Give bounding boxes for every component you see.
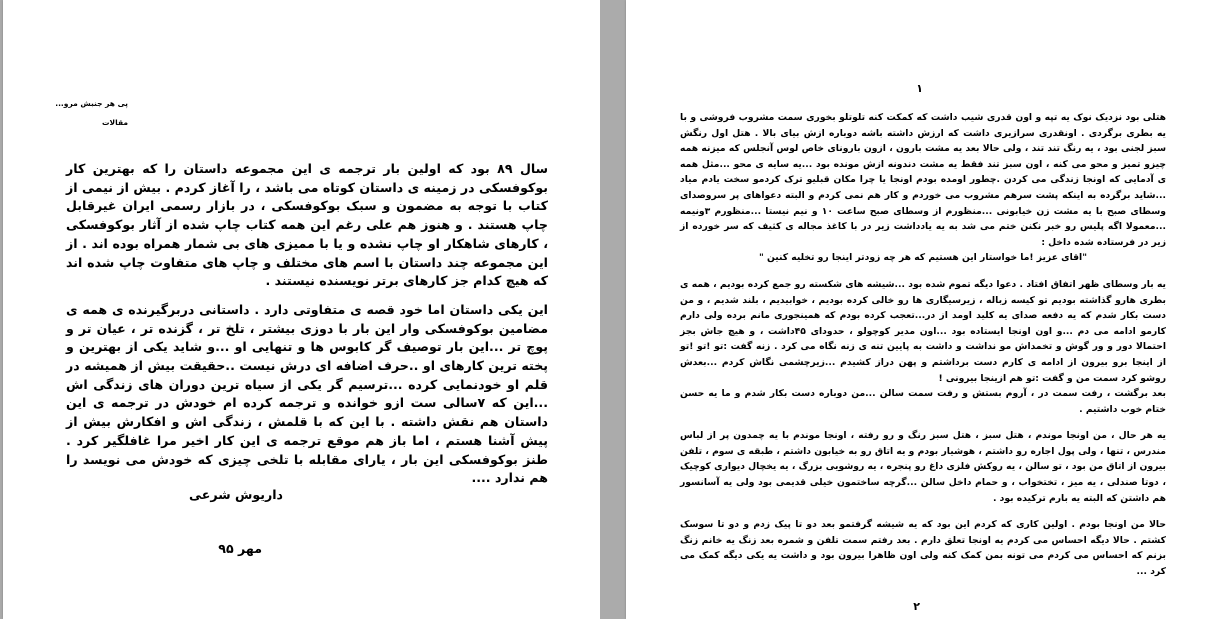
intro-paragraph: این یکی داستان اما خود قصه ی متفاوتی دارد . داستانی دربرگیرنده ی همه ی مضامین بوکوفسکی وار این بار با دوزی بیشتر ، تلخ تر ، گزنده تر ، عیان تر و پوچ تر ...این بار توصیف گر کابوس ها و تنهایی او ...و شاید یکی از بهترین و پخته ترین کارهای او ..حرف اضافه ای درش نیست ..حقیقت بیش از همیشه در قلم او خودنمایی کرده ...ترسیم گر یکی از سیاه ترین دوران های زندگی اش ...این که ۷سالی ست ازو خوانده و ترجمه کرده ام خودش در ترجمه ی این داستان هم نقش داشته . با این که با قلمش ، زندگی اش و افکارش بیش از پیش آشنا هستم ، اما باز هم موقع ترجمه ی این کار اخیر مرا غافلگیر کرد . طنز بوکوفسکی این بار ، یارای مقابله با تلخی چیزی که خودش می نویسد را هم ندارد .... bbox=[66, 301, 548, 486]
story-paragraph: حالا من اونجا بودم . اولین کاری که کردم این بود که یه شیشه گرفتمو بعد دو تا پیک زدم و دو تا سوسک کشتم . حالا دیگه احساس می کردم یه اونجا تعلق دارم . بعد رفتم سمت تلفن و شمره بعد زنگ یه خانم زنگ بزنم که احساس می کردم می تونه بمن کمک کنه ولی اون ظاهرا بیرون بود و داشت یه یکی دیگه کمک می کرد ... bbox=[680, 519, 1166, 578]
page-number: ۱ bbox=[916, 82, 923, 95]
story-text bbox=[680, 110, 1166, 580]
running-head-section: مقالات bbox=[102, 118, 128, 127]
translator-signature: داریوش شرعی bbox=[189, 487, 283, 502]
document-page-right bbox=[626, 0, 1214, 619]
story-paragraph: یه هر حال ، من اونجا موندم ، هتل سبز ، هتل سبز رنگ و رو رفته ، اونجا موندم با یه چمدون پر از لباس مندرس ، تنها ، ولی پول اجاره رو داشتم ، هوشیار بودم و یه اتاق رو به خیابون داشتم ، طبقه ی سوم ، تلفن بیرون از اتاق من بود ، تو سالن ، یه روکش فلزی داغ رو پنجره ، یه روشویی بزرگ ، یه یخچال دیواری کوچیک ، دوتا صندلی ، یه میز ، تختخواب ، و حمام داخل سالن ...گرچه ساختمون خیلی قدیمی بود ولی یه آسانسور هم داشتن که البته یه بارم ترکیده بود . bbox=[680, 430, 1166, 504]
running-head-title: پی هر جنبش مرو... bbox=[55, 99, 128, 108]
document-page-left bbox=[3, 0, 600, 619]
page-gap bbox=[600, 0, 626, 619]
story-paragraph: بعد برگشت ، رفت سمت در ، آروم بستش و رفت سمت سالن ...من دوباره دست بکار شدم و ما یه حسن ختام خوب داشتیم . bbox=[680, 388, 1166, 415]
story-paragraph: یه بار وسطای ظهر اتفاق افتاد . دعوا دیگه تموم شده بود ...شیشه های شکسته رو جمع کرده بودیم ، همه ی بطری هارو گذاشته بودیم تو کیسه زباله ، زیرسیگاری ها رو خالی کرده بودیم ، خوابیدیم ، بلند شدیم ، و من دست بکار شدم که یه دفعه صدای یه کلید اومد از در...تعجب کرده بودم که همینجوری مانم برده ولی دارم کارمو ادامه می دم ...و اون اونجا ایستاده بود ...اون مدیر کوچولو ، حدودای ۴۵داشت ، و هیچ جاش بجز احتمالا دور و ور گوش و تخمداش مو نداشت و داشت به پایین تنه ی زنه نگاه می کرد . زنه گفت :تو !تو !تو از اینجا برو بیرون از ادامه ی کارم دست برداشتم و پهن دراز کشیدم ...زیرچشمی نگاش کردم ...بعدش روشو کرد سمت من و گفت :تو هم ازینجا بیرونی ! bbox=[680, 278, 1166, 384]
intro-paragraph: سال ۸۹ بود که اولین بار ترجمه ی این مجموعه داستان را که بهترین کار بوکوفسکی در زمینه ی داستان کوتاه می باشد ، را آغاز کردم . بیش از نیمی از کتاب با توجه به مضمون و سبک بوکوفسکی ، در بازار رسمی ایران غیرقابل چاپ هستند . و هنوز هم علی رغم این همه کتاب چاپ شده از آثار بوکوفسکی ، کارهای شاهکار او چاپ نشده و یا با ممیزی های بی شمار همراه بوده اند . از این مجموعه چند داستان با اسم های مختلف و چاپ های متفاوت چاپ شده اند که هیچ کدام جز کارهای برتر نویسنده نیستند . bbox=[66, 161, 548, 289]
page-number: ۲ bbox=[913, 600, 920, 613]
signature-date: مهر ۹۵ bbox=[218, 541, 262, 556]
story-paragraph: هتلی بود نزدیک نوک یه تپه و اون قدری شیب داشت که کمکت کنه تلوتلو بخوری سمت مشروب فروشی و با یه بطری برگردی . اونقدری سرازیری داشت که ارزش داشته باشه دوباره ازش بیای بالا . هتل اول رنگش سبز لجنی بود ، یه رنگ تند تند ، ولی حالا بعد یه مشت بارون ، ازون بارونای خاص لوس آنجلس که میزنه همه چیزو تمیز و محو می کنه ، اون سبز تند فقط یه مشت دندونه ازش مونده بود ...یه سایه ی محو ...مثل همه ی آدمایی که اونجا زندگی می کردن .چطور اومده بودم اونجا یا چرا مکان قبلیو ترک کردمو سخت یادم میاد ...شاید برگرده به اینکه پشت سرهم مشروب می خوردم و کار هم نمی کردم و البته دعواهای پر سروصدای وسطای صبح با یه مشت زن خیابونی ...منظورم از وسطای صبح ساعت ۱۰ و نیم نیستا ...منظورم ۳ونیمه ...معمولا اگه پلیس رو خبر نکنن ختم می شد به یه یادداشت زیر در با کاغذ مجاله ی کثیف که سر خورده از زیر در فرستاده شده داخل : bbox=[680, 112, 1166, 248]
translator-introduction bbox=[66, 160, 548, 488]
story-quote: "اقای عزیز !ما خواستار این هستیم که هر چه زودتر اینجا رو تخلیه کنین " bbox=[759, 252, 1087, 264]
